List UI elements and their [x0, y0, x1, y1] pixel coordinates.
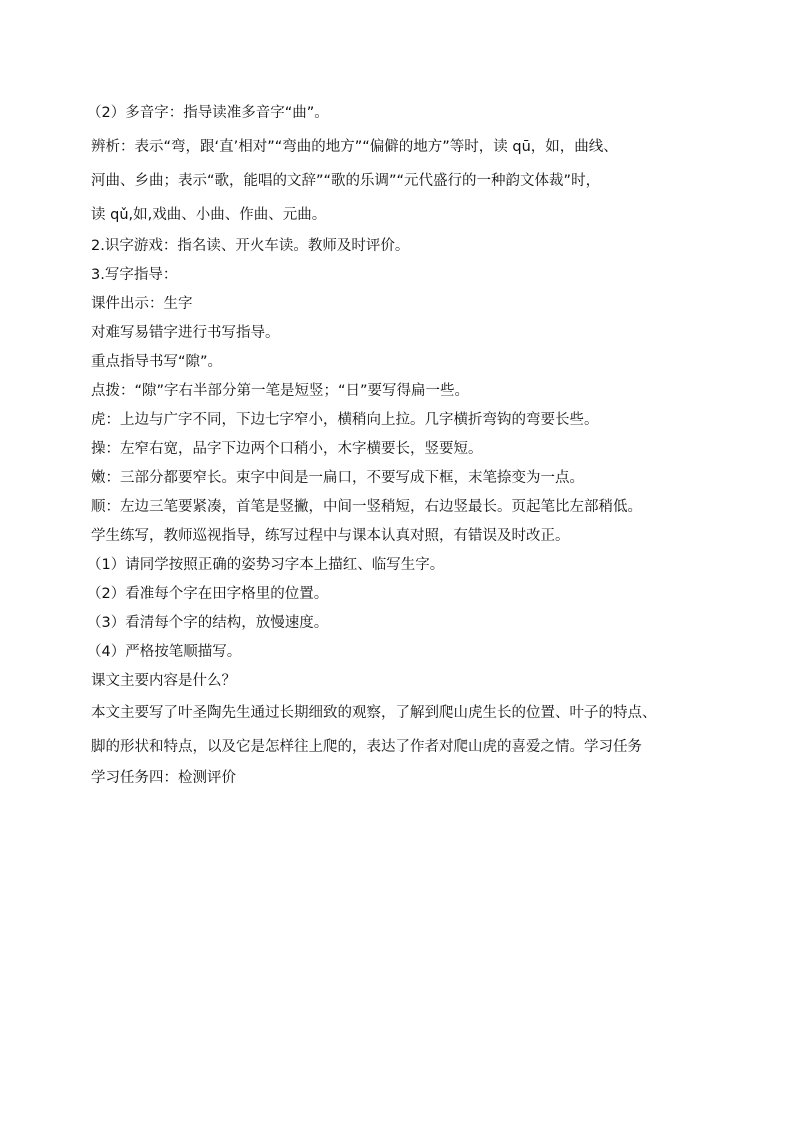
text-line-step-4: （4）严格按笔顺描写。: [87, 644, 242, 660]
text-line-char-nen: 嫩：三部分都要窄长。束字中间是一扁口，不要写成下框，末笔捺变为一点。: [91, 470, 584, 486]
text-line-char-hu: 虎：上边与广字不同，下边七字窄小，横稍向上拉。几字横折弯钩的弯要长些。: [91, 412, 599, 428]
text-line-student-practice: 学生练写，教师巡视指导，练写过程中与课本认真对照，有错误及时改正。: [91, 528, 570, 544]
text-line-courseware: 课件出示：生字: [91, 296, 193, 312]
text-line-char-cao: 操：左窄右宽，品字下边两个口稍小，木字横要长，竖要短。: [91, 441, 483, 457]
text-line-analysis-1: 辨析：表示“弯，跟‘直’相对”“弯曲的地方”“偏僻的地方”等时，读 qū，如，曲线、: [91, 139, 618, 155]
document-page: [87, 96, 711, 793]
text-line-main-content-2: 脚的形状和特点，以及它是怎样往上爬的，表达了作者对爬山虎的喜爱之情。学习任务: [91, 739, 642, 755]
text-line-step-2: （2）看准每个字在田字格里的位置。: [87, 586, 329, 602]
text-line-analysis-3: 读 qǔ,如,戏曲、小曲、作曲、元曲。: [91, 207, 327, 223]
text-line-char-shun: 顺：左边三笔要紧凑，首笔是竖撇，中间一竖稍短，右边竖最长。页起笔比左部稍低。: [91, 499, 642, 515]
text-line-tip: 点拨：“隙”字右半部分第一笔是短竖；“日”要写得扁一些。: [91, 383, 470, 399]
text-line-step-1: （1）请同学按照正确的姿势习字本上描红、临写生字。: [87, 557, 445, 573]
text-line-polyphone-heading: （2）多音字：指导读准多音字“曲”。: [87, 105, 329, 121]
text-line-writing-guide: 3.写字指导：: [91, 267, 178, 283]
text-line-focus-char: 重点指导书写“隙”。: [91, 354, 223, 370]
text-line-main-content-1: 本文主要写了叶圣陶先生通过长期细致的观察，了解到爬山虎生长的位置、叶子的特点、: [91, 705, 657, 721]
text-line-step-3: （3）看清每个字的结构，放慢速度。: [87, 615, 329, 631]
text-line-analysis-2: 河曲、乡曲；表示“歌，能唱的文辞”“歌的乐调”“元代盛行的一种韵文体裁”时，: [91, 173, 601, 189]
text-line-literacy-game: 2.识字游戏：指名读、开火车读。教师及时评价。: [91, 238, 410, 254]
text-line-difficult-chars: 对难写易错字进行书写指导。: [91, 325, 280, 341]
text-line-task-four: 学习任务四：检测评价: [91, 770, 236, 786]
text-line-main-content-question: 课文主要内容是什么？: [91, 673, 236, 689]
